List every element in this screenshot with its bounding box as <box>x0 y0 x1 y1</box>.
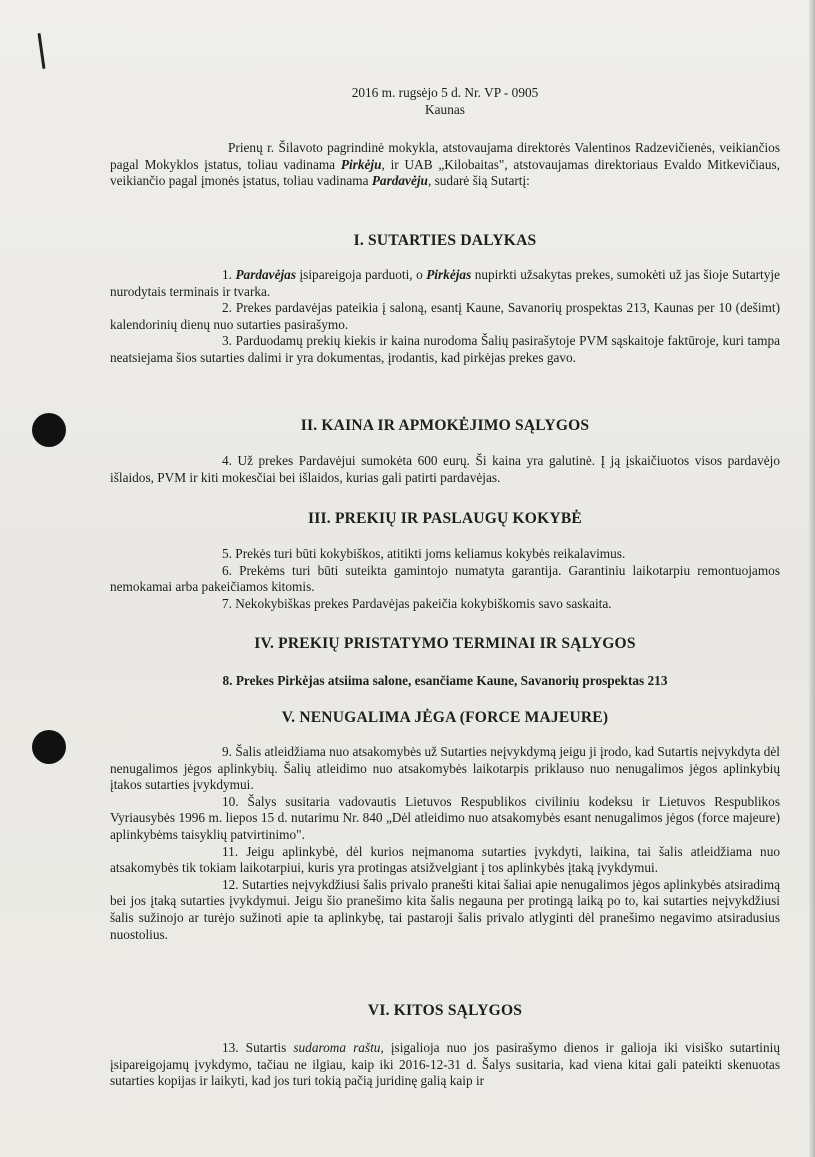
section-2-body <box>110 453 780 486</box>
clause-10: 10. Šalys susitaria vadovautis Lietuvos Respublikos civiliniu kodeksu ir Lietuvos Respublikos Vyriausybės 1996 m. liepos 15 d. nutarimu Nr. 840 „Dėl atleidimo nuo atsakomybės esant nenugalimos jėgos (force majeure) aplinkybėms taisyklių patvirtinimo". <box>110 793 780 842</box>
clause-3: 3. Parduodamų prekių kiekis ir kaina nurodoma Šalių pasirašytoje PVM sąskaitoje faktūroje, kuri tampa neatsiejama šios sutarties dalimi ir yra dokumentas, įrodantis, kad pirkėjas prekes gavo. <box>110 333 780 365</box>
section-title-6: VI. KITOS SĄLYGOS <box>367 1002 523 1019</box>
clause-2: 2. Prekes pardavėjas pateikia į saloną, esantį Kaune, Savanorių prospektas 213, Kaunas per 10 (dešimt) kalendorinių dienų nuo sutarties pasirašymo. <box>110 300 780 332</box>
section-5-body <box>110 744 780 943</box>
clause-12: 12. Sutarties neįvykdžiusi šalis privalo pranešti kitai šaliai apie nenugalimos jėgos aplinkybės atsiradimą bei jos įtaką sutarties įvykdymui. Jeigu šio pranešimo kita šalis negauna per protingą laiką po to, kai sutarties neįvykdžiusi šalis sužinojo ar turėjo sužinoti apie ta aplinkybę, tai pastaroji šalis privalo atlyginti dėl pranešimo negavimo atsiradusius nuostolius. <box>110 876 780 942</box>
intro-paragraph: Prienų r. Šilavoto pagrindinė mokykla, atstovaujama direktorės Valentinos Radzevičienės, veikiančios pagal Mokyklos įstatus, toliau vadinama Pirkėju, ir UAB „Kilobaitas", atstovaujamas direktoriaus Evaldo Mitkevičiaus, veikiančio pagal įmonės įstatus, toliau vadinama Pardavėju, sudarė šią Sutartį: <box>110 140 780 189</box>
punch-hole-bottom <box>32 730 66 764</box>
punch-hole-top <box>32 413 66 447</box>
section-title-5: V. NENUGALIMA JĖGA (FORCE MAJEURE) <box>281 709 609 726</box>
clause-5: 5. Prekės turi būti kokybiškos, atitikti joms keliamus kokybės reikalavimus. <box>222 546 626 561</box>
clause-1: 1. Pardavėjas įsipareigoja parduoti, o Pirkėjas nupirkti užsakytas prekes, sumokėti už jas šioje Sutartyje nurodytais terminais ir tvarka. <box>110 267 780 299</box>
clause-4: 4. Už prekes Pardavėjui sumokėta 600 eurų. Ši kaina yra galutinė. Į ją įskaičiuotos visos pardavėjo išlaidos, PVM ir kiti mokesčiai bei išlaidos, kurias gali patirti pardavėjas. <box>110 453 780 485</box>
clause-8: 8. Prekes Pirkėjas atsiima salone, esančiame Kaune, Savanorių prospektas 213 <box>222 673 668 688</box>
section-1-body <box>110 267 780 367</box>
section-4-body <box>110 673 780 690</box>
clause-7: 7. Nekokybiškas prekes Pardavėjas pakeičia kokybiškomis savo saskaita. <box>222 595 612 611</box>
pen-mark <box>38 33 46 69</box>
clause-6: 6. Prekėms turi būti suteikta gamintojo numatyta garantija. Garantiniu laikotarpiu remontuojamos nemokamai arba pakeičiamos kitomis. <box>110 562 780 595</box>
date-number: 2016 m. rugsėjo 5 d. Nr. VP - 0905 <box>351 85 539 100</box>
seller-term: Pardavėju <box>371 173 428 189</box>
clause-11: 11. Jeigu aplinkybė, dėl kurios neįmanoma sutarties įvykdyti, laikina, tai šalis atleidžiama nuo atsakomybės tik tokiam laikotarpiui, kuris yra protingas atsižvelgiant į tos aplinkybės įtaką įvykdymui. <box>110 843 780 876</box>
city: Kaunas <box>425 101 465 117</box>
section-title-3: III. PREKIŲ IR PASLAUGŲ KOKYBĖ <box>308 510 582 527</box>
page-edge-shadow <box>809 0 815 1157</box>
contract-header <box>110 85 780 118</box>
section-6-body <box>110 1040 780 1090</box>
clause-13: 13. Sutartis sudaroma raštu, įsigalioja nuo jos pasirašymo dienos ir galioja iki visiško sutartinių įsipareigojamų įvykdymo, tačiau ne ilgiau, kaip iki 2016-12-31 d. Šalys susitaria, kad viena kitai gali pateikti skenuotas sutarties kopijas ir laikyti, kad jos turi tokią pačią juridinę galią kaip ir <box>110 1040 780 1089</box>
section-title-4: IV. PREKIŲ PRISTATYMO TERMINAI IR SĄLYGOS <box>254 635 636 652</box>
section-title-1: I. SUTARTIES DALYKAS <box>353 232 537 249</box>
buyer-term: Pirkėju <box>340 156 382 172</box>
section-title-2: II. KAINA IR APMOKĖJIMO SĄLYGOS <box>300 417 590 434</box>
clause-9: 9. Šalis atleidžiama nuo atsakomybės už Sutarties neįvykdymą jeigu ji įrodo, kad Sutartis neįvykdyta dėl nenugalimos jėgos aplinkybių. Šalių atleidimo nuo atsakomybės laikotarpis priklauso nuo nenugalimos jėgos aplinkybių įtakos sutarties įvykdymui. <box>110 744 780 793</box>
section-3-body <box>110 546 780 612</box>
